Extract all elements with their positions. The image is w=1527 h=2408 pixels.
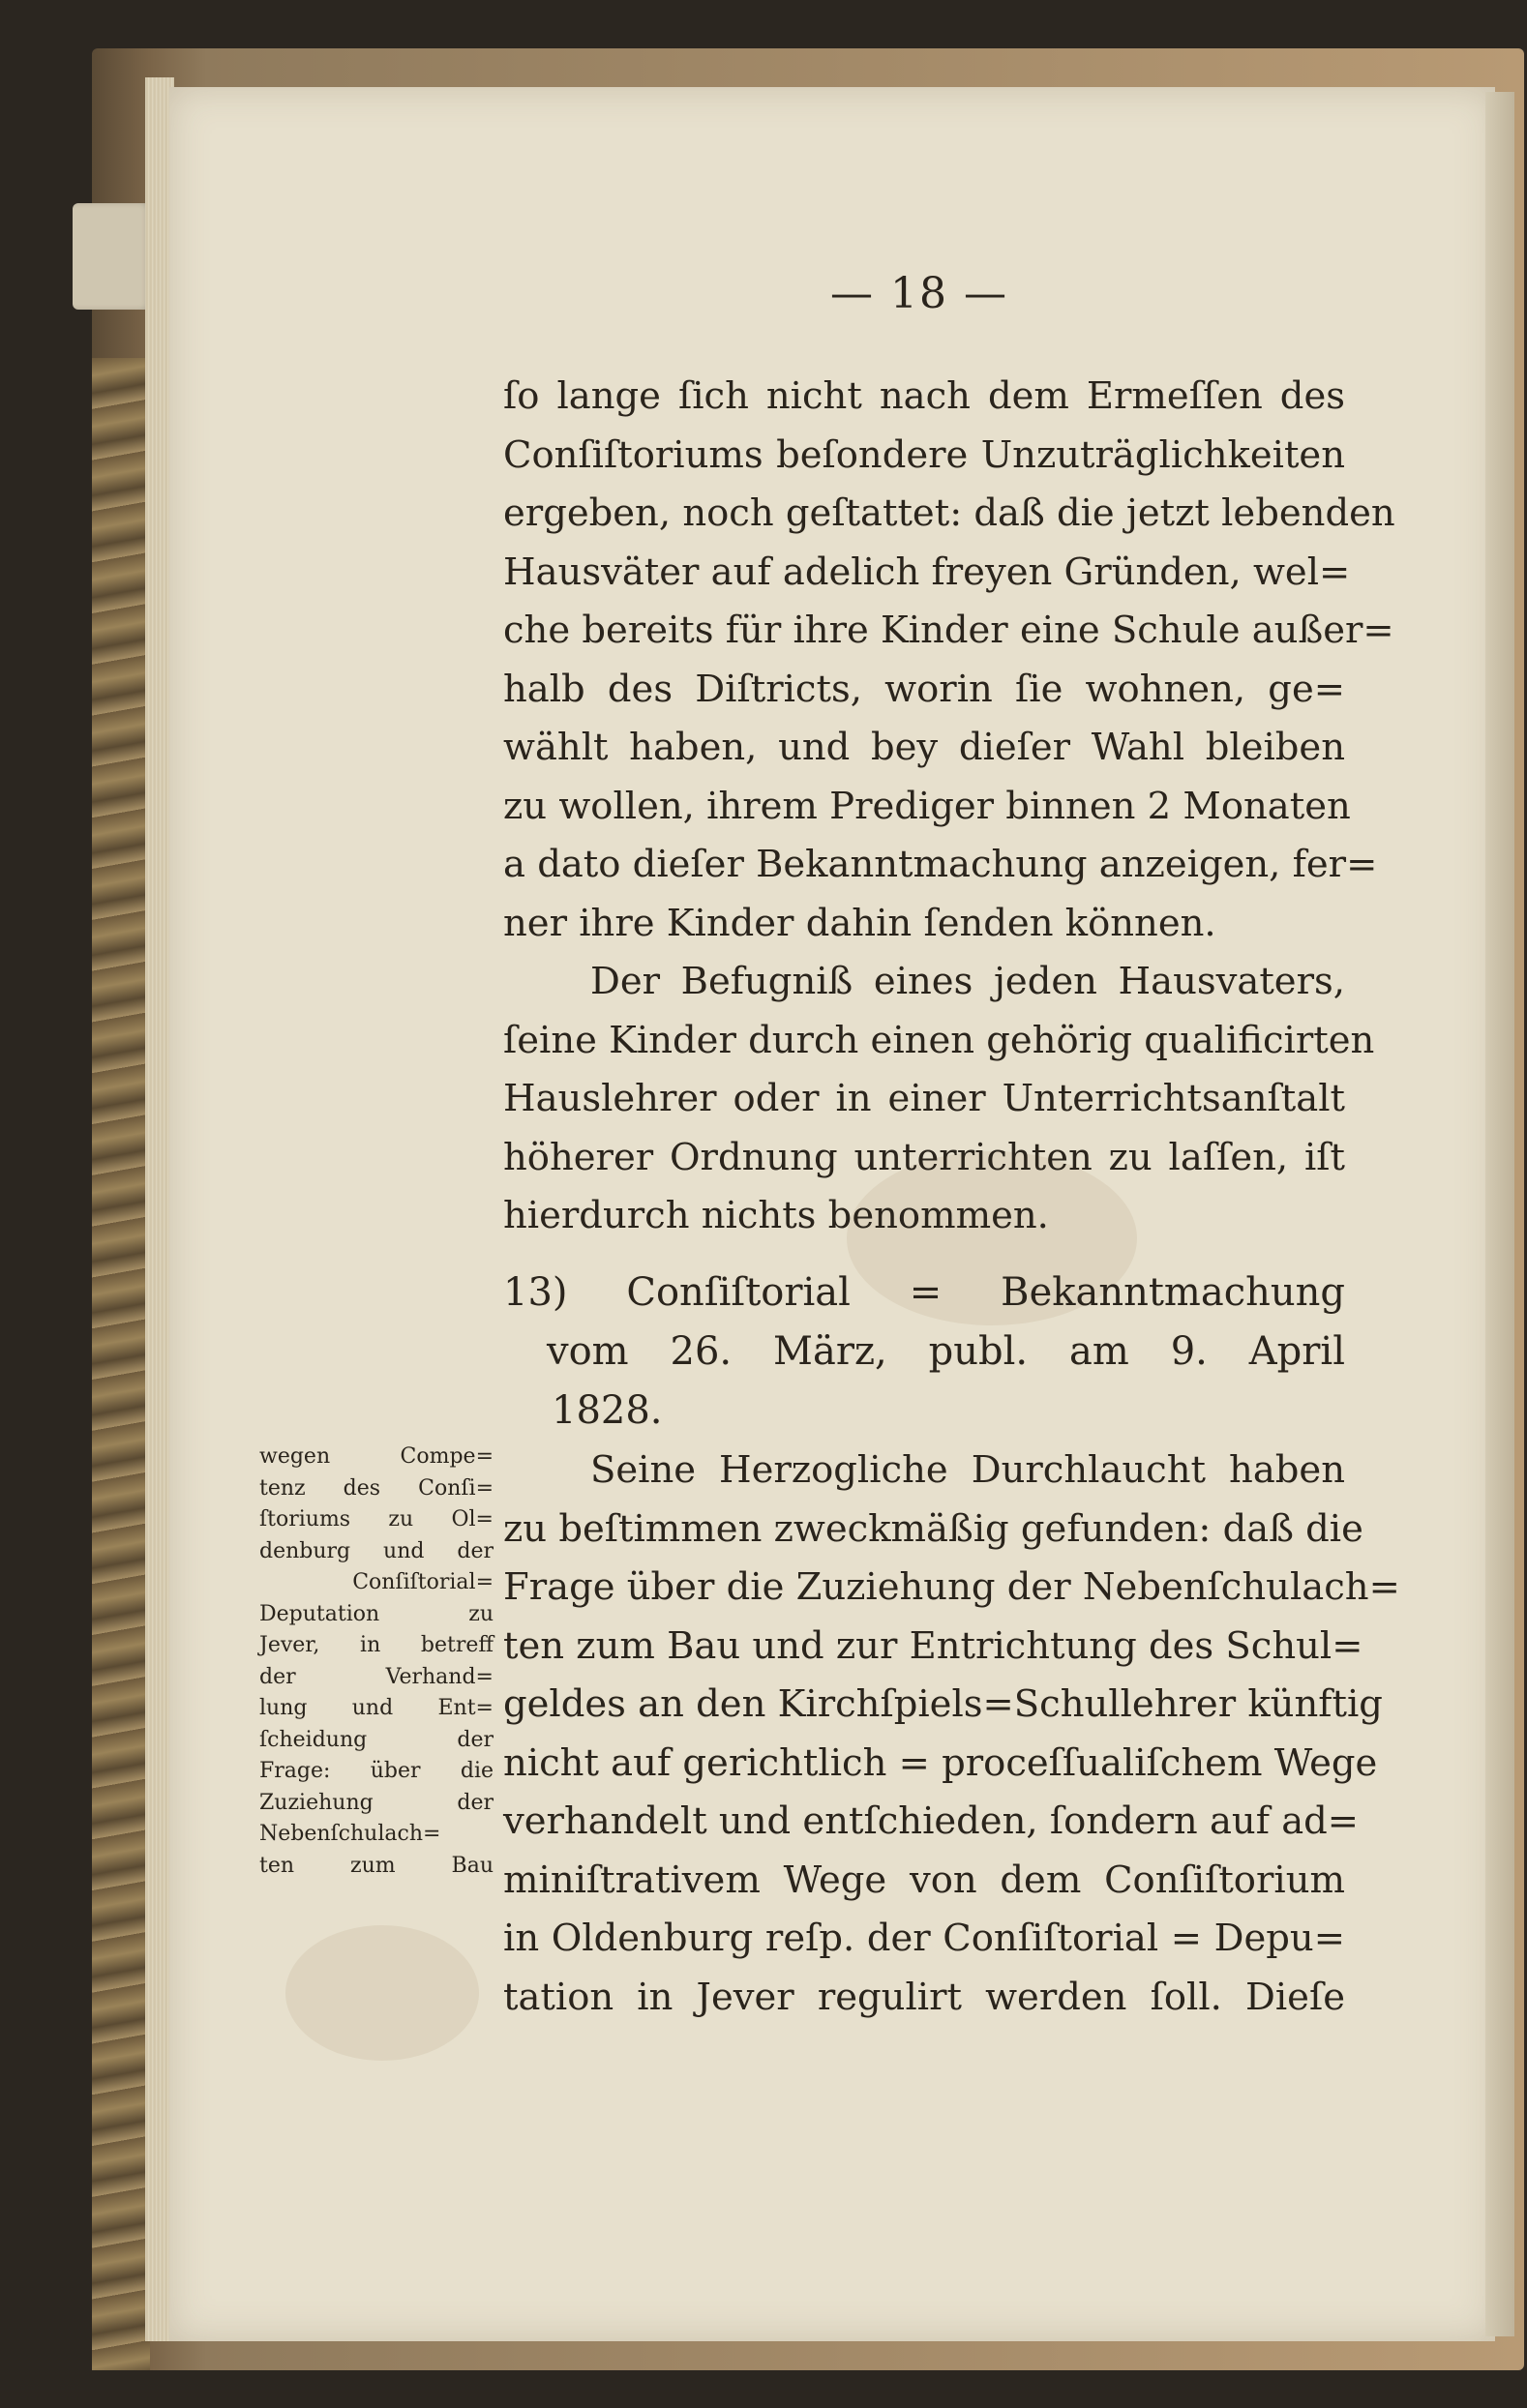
marginal-line: lung und Ent=: [259, 1696, 494, 1720]
text-line: Seine Herzogliche Durchlaucht haben: [590, 1448, 1345, 1492]
text-line: Der Befugniß eines jeden Hausvaters,: [590, 960, 1345, 1003]
marginal-line: der Verhand=: [259, 1664, 494, 1689]
marginal-line: Frage: über die: [259, 1759, 494, 1783]
text-line: nicht auf gerichtlich = proceſſualiſchem Wege: [503, 1740, 1378, 1785]
text-line: a dato dieſer Bekanntmachung anzeigen, fer=: [503, 843, 1378, 886]
section-heading: [503, 1263, 1345, 1441]
marginal-line: ſtoriums zu Ol=: [259, 1507, 494, 1531]
marginal-line: Zuziehung der: [259, 1790, 494, 1815]
text-line: che bereits für ihre Kinder eine Schule außer=: [503, 609, 1394, 652]
text-line: zu beſtimmen zweckmäßig gefunden: daß die: [503, 1506, 1363, 1551]
spine-tab: [73, 203, 150, 310]
text-line: Conſiſtoriums beſondere Unzuträglichkeiten: [503, 432, 1345, 477]
marginal-line: Jever, in betreff: [259, 1633, 494, 1657]
text-line: zu wollen, ihrem Prediger binnen 2 Monaten: [503, 784, 1351, 828]
marginal-line: tenz des Conſi=: [259, 1475, 494, 1501]
page-right-edge: [1485, 92, 1514, 2336]
marginal-line: Nebenſchulach=: [259, 1822, 441, 1846]
heading-line: 13) Conſiſtorial = Bekanntmachung: [503, 1270, 1345, 1315]
text-line: geldes an den Kirchſpiels=Schullehrer künftig: [503, 1682, 1383, 1726]
text-line: miniſtrativem Wege von dem Conſiſtorium: [503, 1858, 1345, 1902]
text-line: Hauslehrer oder in einer Unterrichtsanſtalt: [503, 1077, 1345, 1120]
marginal-line: Deputation zu: [259, 1601, 494, 1626]
marginal-line: denburg und der: [259, 1538, 494, 1563]
marbled-spine: [92, 358, 150, 2370]
paragraph-2: [503, 953, 1375, 1246]
text-line: ner ihre Kinder dahin ſenden können.: [503, 901, 1216, 945]
marginal-note: [259, 1442, 494, 1882]
page-number: — 18 —: [830, 269, 1008, 318]
text-line: Hausväter auf adelich freyen Gründen, wel=: [503, 550, 1351, 594]
paragraph-3: [503, 1442, 1400, 2027]
text-line: ſo lange ſich nicht nach dem Ermeſſen des: [503, 374, 1345, 418]
text-line: tation in Jever regulirt werden ſoll. Dieſe: [503, 1975, 1345, 2019]
text-line: ten zum Bau und zur Entrichtung des Schul=: [503, 1623, 1363, 1668]
text-line: verhandelt und entſchieden, ſondern auf ad=: [503, 1799, 1360, 1843]
text-line: wählt haben, und bey dieſer Wahl bleiben: [503, 726, 1345, 769]
marginal-line: ten zum Bau: [259, 1853, 494, 1878]
text-line: ergeben, noch geſtattet: daß die jetzt lebenden: [503, 491, 1395, 535]
text-line: hierdurch nichts benommen.: [503, 1194, 1049, 1237]
text-line: ſeine Kinder durch einen gehörig qualificirten: [503, 1018, 1375, 1062]
marginal-line: wegen Compe=: [259, 1444, 494, 1469]
text-line: höherer Ordnung unterrichten zu laſſen, iſt: [503, 1135, 1345, 1179]
text-line: halb des Diſtricts, worin ſie wohnen, ge=: [503, 667, 1345, 711]
text-line: in Oldenburg reſp. der Conſiſtorial = Depu=: [503, 1917, 1345, 1960]
paragraph-1: [503, 368, 1395, 953]
heading-line: 1828.: [552, 1388, 663, 1433]
paper-stain: [285, 1925, 479, 2061]
marginal-line: Conſiſtorial=: [352, 1570, 494, 1594]
marginal-line: ſcheidung der: [259, 1727, 494, 1752]
heading-line: vom 26. März, publ. am 9. April: [547, 1329, 1345, 1374]
text-line: Frage über die Zuziehung der Nebenſchulach=: [503, 1565, 1400, 1609]
